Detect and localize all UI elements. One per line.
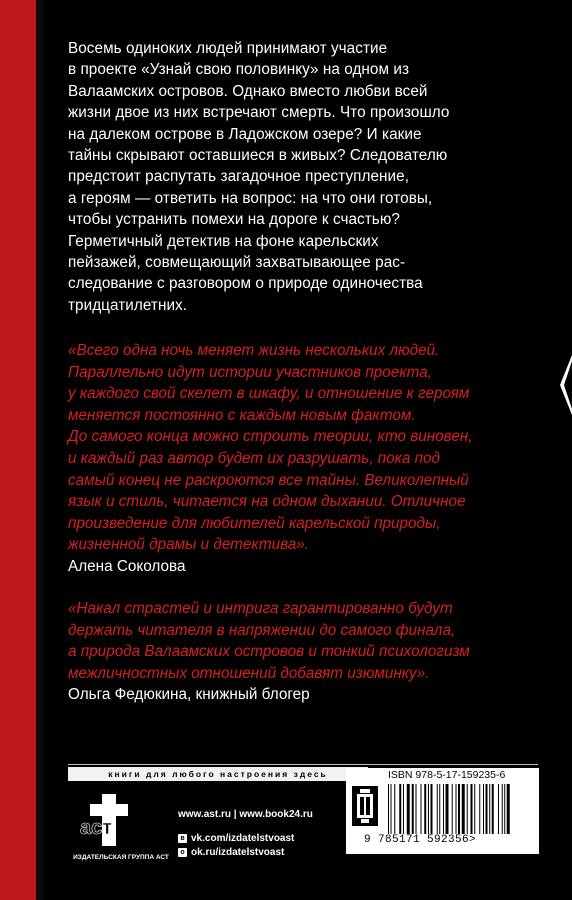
barcode-bar [391, 784, 392, 834]
description-line: а героям — ответить на вопрос: на что они готовы, [68, 189, 433, 207]
description-line: Герметичный детектив на фоне карельских [68, 232, 379, 250]
websites-link[interactable]: www.ast.ru | www.book24.ru [178, 808, 313, 820]
barcode-bar [394, 784, 395, 834]
barcode-bar [421, 784, 422, 834]
barcode [388, 784, 532, 834]
review-line: До самого конца можно строить теории, кто виновен, [68, 428, 473, 446]
spine-edge [36, 0, 44, 900]
barcode-bar [443, 784, 444, 834]
barcode-bar [489, 784, 490, 834]
tagline: книги для любого настроения здесь [68, 767, 368, 781]
barcode-bar [479, 784, 480, 834]
barcode-bar [424, 784, 426, 834]
barcode-bar [486, 784, 488, 834]
vk-link[interactable]: vk.com/izdatelstvoast [191, 832, 295, 844]
barcode-bar [407, 784, 410, 834]
logo-text: аст [80, 817, 113, 839]
barcode-arrow: > [469, 834, 477, 846]
review-author: Алена Соколова [68, 557, 186, 575]
barcode-bar [467, 784, 468, 834]
barcode-bar [428, 784, 429, 834]
barcode-bar [437, 784, 438, 834]
description-line: тайны скрывают оставшиеся в живых? Следователю [68, 147, 448, 165]
barcode-bar [399, 784, 401, 834]
description-line: тридцатилетних. [68, 296, 188, 314]
barcode-bar [452, 784, 453, 834]
review-line: язык и стиль, читается на одном дыхании. Отличное [68, 493, 466, 511]
review-quote-2 [68, 598, 470, 706]
barcode-bar [416, 784, 417, 834]
ok-icon: о [178, 848, 187, 857]
barcode-bar [403, 784, 404, 834]
vk-icon: в [178, 834, 187, 843]
description-line: предстоит распутать загадочное преступление, [68, 168, 409, 186]
footer-divider [68, 764, 538, 765]
barcode-bar [502, 784, 503, 834]
barcode-bar [431, 784, 433, 834]
spine-red-band [0, 0, 36, 900]
barcode-bar [492, 784, 494, 834]
review-line: а природа Валаамских островов и тонкий психологизм [68, 643, 470, 661]
description-line: жизни двое из них встречают смерть. Что произошло [68, 104, 450, 122]
review-line: жизненной драмы и детектива». [68, 536, 309, 554]
isbn-text: ISBN 978-5-17-159235-6 [388, 769, 506, 781]
barcode-panel [346, 768, 539, 854]
barcode-bar [474, 784, 475, 834]
barcode-bar [462, 784, 465, 834]
review-line: и каждый раз автор будет их разрушать, пока под [68, 449, 440, 467]
description-line: пейзажей, совмещающий захватывающее рас- [68, 254, 406, 272]
review-line: у каждого свой скелет в шкафу, и отношение к героям [68, 385, 470, 403]
barcode-bar [458, 784, 460, 834]
barcode-bar [388, 784, 389, 834]
barcode-number: 9 785171 592356> [364, 834, 477, 846]
description-line: на далеком острове в Ладожском озере? И какие [68, 125, 422, 143]
review-line: Параллельно идут истории участников проекта, [68, 363, 432, 381]
barcode-bar [498, 784, 499, 834]
description-line: в проекте «Узнай свою половинку» на одном из [68, 61, 410, 79]
barcode-bar [504, 784, 505, 834]
review-quote-1 [68, 340, 473, 578]
review-line: «Накал страстей и интрига гарантированно будут [68, 600, 453, 617]
lantern-icon [352, 786, 378, 826]
description-line: следование с разговором о природе одиночества [68, 275, 423, 293]
barcode-bar [507, 784, 510, 834]
ok-link[interactable]: ok.ru/izdatelstvoast [191, 846, 285, 858]
publisher-name: ИЗДАТЕЛЬСКАЯ ГРУППА АСТ [73, 854, 169, 861]
review-line: меняется постоянно с каждым новым фактом. [68, 406, 416, 424]
review-line: самый конец не раскроются все тайны. Великолепный [68, 471, 469, 489]
barcode-bar [439, 784, 440, 834]
publisher-links [178, 806, 313, 858]
review-line: «Всего одна ночь меняет жизнь нескольких людей. [68, 342, 440, 359]
review-author: Ольга Федюкина, книжный блогер [68, 686, 310, 704]
barcode-bar [483, 784, 484, 834]
barcode-bar [456, 784, 457, 834]
book-description [68, 38, 538, 316]
review-line: произведение для любителей карельской природы, [68, 514, 441, 532]
corner-shard-graphic [552, 355, 572, 415]
barcode-bar [412, 784, 414, 834]
description-line: чтобы устранить помехи на дороге к счастью? [68, 211, 400, 229]
review-line: держать читателя в напряжении до самого финала, [68, 621, 456, 639]
description-line: Восемь одиноких людей принимают участие [68, 40, 388, 57]
description-line: Валаамских островов. Однако вместо любви всей [68, 82, 428, 100]
barcode-bar [446, 784, 449, 834]
barcode-bar [471, 784, 473, 834]
ast-logo [72, 790, 144, 848]
review-line: межличностных отношений добавят изюминку». [68, 664, 430, 682]
